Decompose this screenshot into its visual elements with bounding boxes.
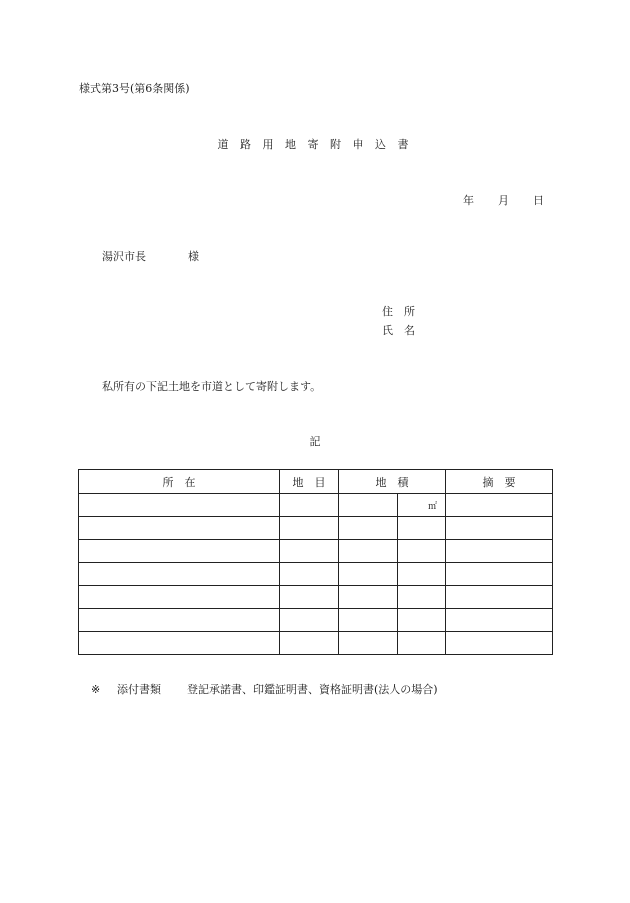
area-fraction-cell[interactable] [398, 632, 446, 655]
attachments-label: 添付書類 [117, 683, 161, 696]
land-category-cell[interactable] [280, 540, 339, 563]
date-line [463, 194, 544, 208]
donation-statement: 私所有の下記土地を市道として寄附します。 [102, 380, 322, 393]
location-cell[interactable] [79, 494, 280, 517]
area-integer-cell[interactable] [339, 632, 398, 655]
area-fraction-cell[interactable] [398, 586, 446, 609]
remarks-cell[interactable] [446, 609, 553, 632]
date-day-label: 日 [533, 194, 544, 207]
ki-heading: 記 [309, 435, 321, 448]
applicant-name-label: 氏 名 [382, 324, 415, 337]
area-fraction-cell[interactable] [398, 609, 446, 632]
location-cell[interactable] [79, 517, 280, 540]
remarks-cell[interactable] [446, 563, 553, 586]
table-header-row [79, 470, 553, 494]
addressee-name: 湯沢市長 [102, 250, 146, 263]
applicant-address-label: 住 所 [382, 305, 415, 318]
area-unit: ㎡ [428, 501, 438, 512]
table-row [79, 540, 553, 563]
table-row [79, 632, 553, 655]
reference-mark: ※ [91, 683, 101, 696]
land-category-cell[interactable] [280, 632, 339, 655]
remarks-cell[interactable] [446, 540, 553, 563]
form-number: 様式第3号(第6条関係) [79, 82, 190, 95]
area-integer-cell[interactable] [339, 586, 398, 609]
land-category-cell[interactable] [280, 494, 339, 517]
location-cell[interactable] [79, 540, 280, 563]
location-cell[interactable] [79, 586, 280, 609]
land-category-cell[interactable] [280, 563, 339, 586]
addressee-honorific: 様 [188, 250, 199, 263]
header-area: 地 積 [339, 470, 446, 494]
land-category-cell[interactable] [280, 586, 339, 609]
area-fraction-cell[interactable] [398, 563, 446, 586]
date-month-label: 月 [498, 194, 509, 207]
location-cell[interactable] [79, 563, 280, 586]
table-row [79, 563, 553, 586]
attachments-items: 登記承諾書、印鑑証明書、資格証明書(法人の場合) [187, 683, 438, 696]
document-title: 道 路 用 地 寄 附 申 込 書 [217, 138, 413, 151]
header-land-category: 地 目 [280, 470, 339, 494]
date-year-label: 年 [463, 194, 474, 207]
table-row [79, 494, 553, 517]
area-fraction-cell[interactable] [398, 540, 446, 563]
table-row [79, 609, 553, 632]
remarks-cell[interactable] [446, 586, 553, 609]
area-integer-cell[interactable] [339, 517, 398, 540]
area-fraction-cell[interactable] [398, 494, 446, 517]
location-cell[interactable] [79, 609, 280, 632]
attachments-note [91, 683, 438, 697]
header-location: 所 在 [79, 470, 280, 494]
header-remarks: 摘 要 [446, 470, 553, 494]
area-integer-cell[interactable] [339, 540, 398, 563]
land-parcel-table [78, 469, 553, 655]
area-integer-cell[interactable] [339, 494, 398, 517]
remarks-cell[interactable] [446, 517, 553, 540]
land-category-cell[interactable] [280, 609, 339, 632]
remarks-cell[interactable] [446, 494, 553, 517]
table-row [79, 586, 553, 609]
remarks-cell[interactable] [446, 632, 553, 655]
table-row [79, 517, 553, 540]
area-integer-cell[interactable] [339, 563, 398, 586]
area-integer-cell[interactable] [339, 609, 398, 632]
location-cell[interactable] [79, 632, 280, 655]
land-category-cell[interactable] [280, 517, 339, 540]
addressee [102, 250, 199, 264]
area-fraction-cell[interactable] [398, 517, 446, 540]
